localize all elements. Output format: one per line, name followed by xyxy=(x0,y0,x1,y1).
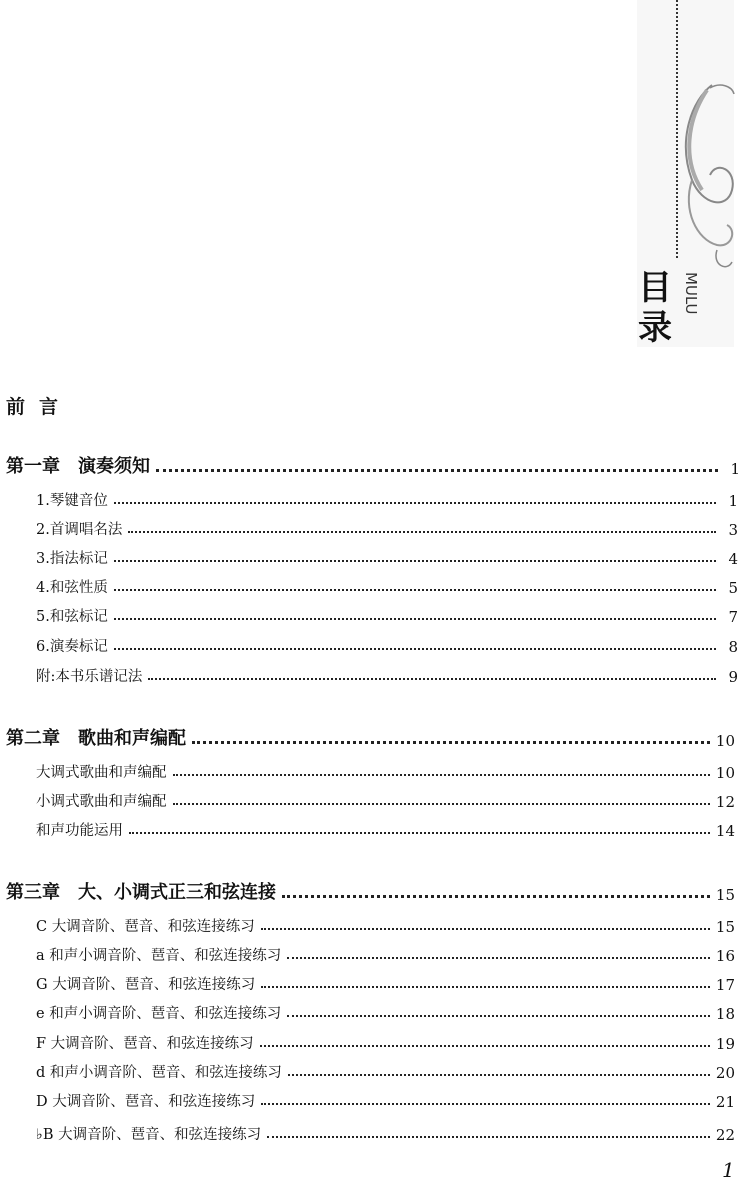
entry-label: F 大调音阶、琶音、和弦连接练习 xyxy=(36,1036,254,1052)
page-ref: 9 xyxy=(728,668,738,686)
toc-entry[interactable] xyxy=(36,939,735,965)
leader-dots xyxy=(114,560,716,562)
toc-entry[interactable] xyxy=(36,785,735,811)
page-ref: 1 xyxy=(730,460,740,478)
page-number: 1 xyxy=(722,1158,735,1182)
leader-dots xyxy=(267,1136,710,1138)
entry-label: a 和声小调音阶、琶音、和弦连接练习 xyxy=(36,948,282,964)
leader-dots xyxy=(261,928,710,930)
leader-dots xyxy=(288,1074,710,1076)
entry-label: 5.和弦标记 xyxy=(36,609,108,625)
page-ref: 4 xyxy=(728,550,738,568)
page-ref: 10 xyxy=(715,732,735,750)
page-ref: 21 xyxy=(715,1093,735,1111)
toc-entry[interactable] xyxy=(36,1085,735,1111)
page-ref: 8 xyxy=(728,638,738,656)
preface-heading[interactable]: 前言 xyxy=(6,396,73,418)
title-roman: MULU xyxy=(682,272,700,315)
page-ref: 15 xyxy=(715,886,735,904)
toc-entry[interactable] xyxy=(36,600,738,626)
entry-label: 3.指法标记 xyxy=(36,551,108,567)
chapter-label: 第三章 大、小调式正三和弦连接 xyxy=(6,882,276,903)
entry-label: G 大调音阶、琶音、和弦连接练习 xyxy=(36,977,256,993)
entry-label: e 和声小调音阶、琶音、和弦连接练习 xyxy=(36,1006,282,1022)
leader-dots xyxy=(114,648,716,650)
leader-dots xyxy=(261,986,710,988)
entry-label: 小调式歌曲和声编配 xyxy=(36,794,167,810)
ornament-swirl-icon xyxy=(672,80,742,280)
leader-dots xyxy=(156,469,718,472)
page-ref: 20 xyxy=(715,1064,735,1082)
page-ref: 17 xyxy=(715,976,735,994)
page-ref: 12 xyxy=(715,793,735,811)
entry-label: 1.琴键音位 xyxy=(36,493,108,509)
page-ref: 1 xyxy=(728,492,738,510)
page-ref: 7 xyxy=(728,608,738,626)
leader-dots xyxy=(287,957,710,959)
leader-dots xyxy=(114,618,716,620)
toc-entry[interactable] xyxy=(36,630,738,656)
title-char-2: 录 xyxy=(638,308,672,348)
entry-label: 2.首调唱名法 xyxy=(36,522,123,538)
leader-dots xyxy=(148,678,716,680)
toc-entry[interactable] xyxy=(36,910,735,936)
chapter-label: 第一章 演奏须知 xyxy=(6,456,150,477)
leader-dots xyxy=(287,1015,710,1017)
toc-entry[interactable] xyxy=(36,660,738,686)
leader-dots xyxy=(261,1103,710,1105)
toc-entry[interactable] xyxy=(36,1118,735,1144)
page-ref: 14 xyxy=(715,822,735,840)
leader-dots xyxy=(114,502,716,504)
toc-entry[interactable] xyxy=(36,484,738,510)
entry-label: 和声功能运用 xyxy=(36,823,123,839)
entry-label: 附:本书乐谱记法 xyxy=(36,669,143,685)
toc-entry[interactable] xyxy=(36,756,735,782)
page-title xyxy=(638,268,674,348)
page-ref: 19 xyxy=(715,1035,735,1053)
page-ref: 10 xyxy=(715,764,735,782)
leader-dots xyxy=(173,803,710,805)
toc-entry[interactable] xyxy=(36,1027,735,1053)
leader-dots xyxy=(173,774,710,776)
toc-entry[interactable] xyxy=(36,542,738,568)
entry-label: 6.演奏标记 xyxy=(36,639,108,655)
entry-label: 大调式歌曲和声编配 xyxy=(36,765,167,781)
page-ref: 15 xyxy=(715,918,735,936)
page-ref: 22 xyxy=(715,1126,735,1144)
entry-label: D 大调音阶、琶音、和弦连接练习 xyxy=(36,1094,256,1110)
toc-entry[interactable] xyxy=(36,1056,735,1082)
toc-entry[interactable] xyxy=(36,571,738,597)
leader-dots xyxy=(114,589,716,591)
chapter-3-row[interactable] xyxy=(6,878,735,904)
page-ref: 18 xyxy=(715,1005,735,1023)
entry-label: C 大调音阶、琶音、和弦连接练习 xyxy=(36,919,255,935)
toc-entry[interactable] xyxy=(36,968,735,994)
page-ref: 5 xyxy=(728,579,738,597)
leader-dots xyxy=(282,895,710,898)
title-char-1: 目 xyxy=(638,268,672,308)
entry-label: d 和声小调音阶、琶音、和弦连接练习 xyxy=(36,1065,282,1081)
toc-entry[interactable] xyxy=(36,814,735,840)
entry-label: 4.和弦性质 xyxy=(36,580,108,596)
leader-dots xyxy=(192,741,710,744)
page-ref: 16 xyxy=(715,947,735,965)
page-ref: 3 xyxy=(728,521,738,539)
entry-label: ♭B 大调音阶、琶音、和弦连接练习 xyxy=(36,1127,262,1143)
toc-entry[interactable] xyxy=(36,513,738,539)
toc-entry[interactable] xyxy=(36,997,735,1023)
leader-dots xyxy=(129,832,710,834)
leader-dots xyxy=(260,1045,710,1047)
leader-dots xyxy=(128,531,716,533)
chapter-label: 第二章 歌曲和声编配 xyxy=(6,728,186,749)
chapter-1-row[interactable] xyxy=(6,452,740,478)
chapter-2-row[interactable] xyxy=(6,724,735,750)
